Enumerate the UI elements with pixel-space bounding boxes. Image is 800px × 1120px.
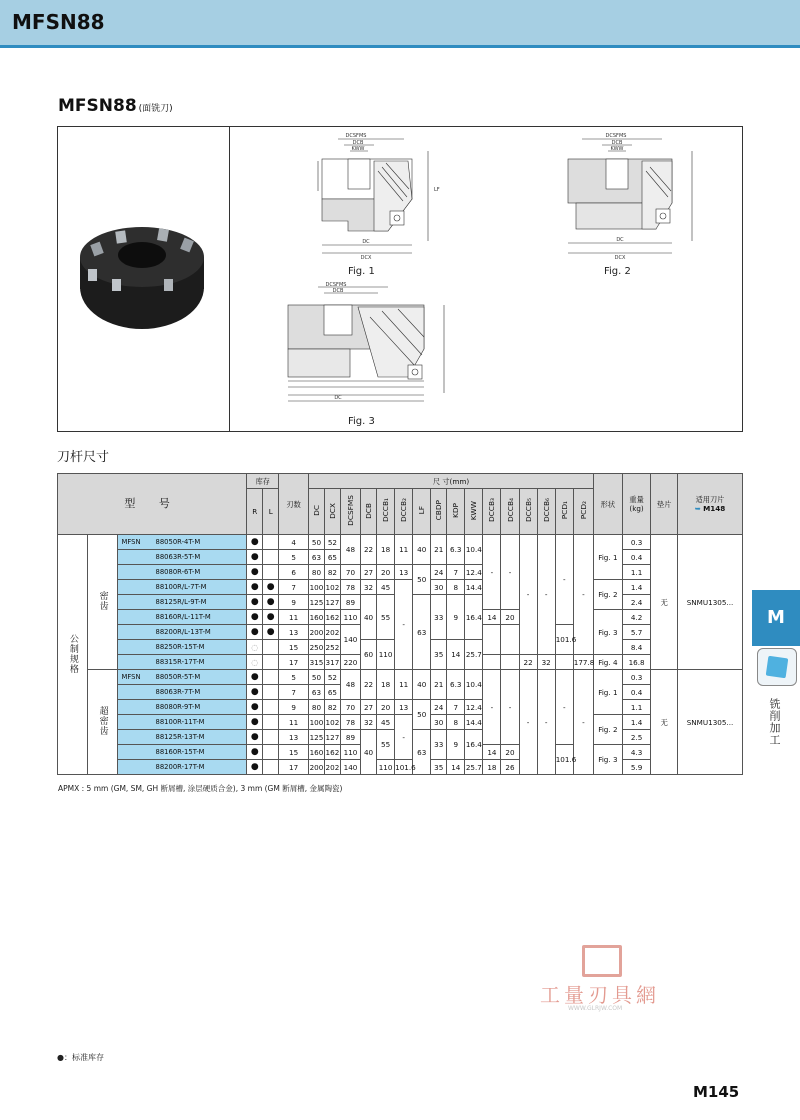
- fig1-drawing: [278, 131, 448, 263]
- section-subtitle: (面铣刀): [138, 104, 173, 114]
- th-model: 型 号: [58, 474, 247, 535]
- table-row: 88200R/L-13T-M ● ● 13 200 202 140 101.6 5.7: [58, 625, 743, 640]
- th-pcd2: PCD₂: [573, 489, 593, 535]
- th-pcd1: PCD₁: [555, 489, 573, 535]
- table-row: 公制规格 密齿 MFSN 88050R-4T-M ● 4 50 52 48 22 18 11 40 21 6.3 10.4 - - - - - - Fig. 1 0.3 无 SNMU1305...: [58, 535, 743, 550]
- th-insert: 适用刀片 ➥ M148: [678, 474, 743, 535]
- table-row: 88125R-13T-M ● 13 125 127 89 40 55 63 33 9 16.4 2.5: [58, 730, 743, 745]
- table-row: 88200R-17T-M ● 17 200 202 140 110 101.6 35 14 25.7 18 26 5.9: [58, 760, 743, 775]
- svg-text:DCSFMS: DCSFMS: [605, 133, 627, 139]
- table-row: 88315R-17T-M ◌ 17 315 317 220 22 32 177.8 Fig. 4 16.8: [58, 655, 743, 670]
- th-teeth: 刃数: [279, 474, 309, 535]
- figure-panel: [57, 126, 743, 432]
- th-dccb2: DCCB₂: [395, 489, 413, 535]
- table-row: 88160R-15T-M ● 15 160 162 110 14 20 101.6 Fig. 3 4.3: [58, 745, 743, 760]
- table-row: 88080R-9T-M ● 9 80 82 70 27 20 13 50 24 7 12.4 1.1: [58, 700, 743, 715]
- th-lf: LF: [413, 489, 431, 535]
- th-dccb6: DCCB₆: [537, 489, 555, 535]
- table-row: 88100R/L-7T-M ● ● 7 100 102 78 32 45 - 30 8 14.4 Fig. 2 1.4: [58, 580, 743, 595]
- spec-table: [57, 473, 743, 775]
- side-section-label: 铣削加工: [768, 698, 781, 746]
- th-shape: 形状: [594, 474, 623, 535]
- svg-text:DCSFMS: DCSFMS: [345, 133, 367, 139]
- svg-text:DCB: DCB: [611, 140, 623, 146]
- th-cbdp: CBDP: [431, 489, 447, 535]
- svg-text:LF: LF: [434, 187, 440, 193]
- th-dcb: DCB: [361, 489, 377, 535]
- th-dccb1: DCCB₁: [377, 489, 395, 535]
- th-dccb3: DCCB₃: [483, 489, 501, 535]
- group-label: 公制规格: [58, 535, 88, 775]
- svg-text:DCSFMS: DCSFMS: [325, 282, 347, 288]
- th-dccb5: DCCB₅: [519, 489, 537, 535]
- section-tab-m[interactable]: M: [752, 590, 800, 646]
- svg-text:KWW: KWW: [351, 146, 365, 152]
- page-header: [0, 0, 800, 48]
- table-row: 88063R-7T-M ● 7 63 65 0.4: [58, 685, 743, 700]
- table-row: 88125R/L-9T-M ● ● 9 125 127 89 40 55 63 33 9 16.4 2.4: [58, 595, 743, 610]
- watermark-text: 工量刃具網: [540, 983, 660, 1007]
- footnote: APMX : 5 mm (GM, SM, GH 断屑槽, 涂层硬质合金), 3 mm (GM 断屑槽, 金属陶瓷): [58, 784, 343, 793]
- fig2-label: Fig. 2: [604, 266, 631, 277]
- fig2-drawing: [532, 131, 702, 263]
- dense-label: 密齿: [87, 535, 117, 670]
- cutter-photo: [72, 217, 212, 337]
- svg-text:DCX: DCX: [614, 255, 626, 261]
- milling-icon: [757, 648, 797, 686]
- insert-ref-icon[interactable]: ➥: [694, 504, 701, 513]
- header-title: MFSN88: [12, 10, 105, 34]
- th-dcsfms: DCSFMS: [340, 489, 360, 535]
- stock-legend: ●：标准库存: [57, 1053, 104, 1062]
- th-dc: DC: [308, 489, 324, 535]
- svg-text:DCX: DCX: [360, 255, 372, 261]
- th-weight: 重量 (kg): [622, 474, 651, 535]
- th-kww: KWW: [465, 489, 483, 535]
- th-kdp: KDP: [447, 489, 465, 535]
- table-row: 88100R-11T-M ● 11 100 102 78 32 45 - 30 8 14.4 Fig. 2 1.4: [58, 715, 743, 730]
- svg-text:KWW: KWW: [610, 146, 624, 152]
- th-dcx: DCX: [324, 489, 340, 535]
- th-dims: 尺 寸(mm): [308, 474, 593, 489]
- table-heading: 刀杆尺寸: [57, 450, 110, 465]
- table-row: 超密齿 MFSN 88050R-5T-M ● 5 50 52 48 22 18 11 40 21 6.3 10.4 - - - - - - Fig. 1 0.3 无 SNMU1305...: [58, 670, 743, 685]
- th-l: L: [263, 489, 279, 535]
- watermark-url: WWW.GLRJW.COM: [568, 1005, 623, 1012]
- page-number: M145: [693, 1083, 740, 1101]
- table-row: 88080R-6T-M ● 6 80 82 70 27 20 13 50 24 7 12.4 1.1: [58, 565, 743, 580]
- th-dccb4: DCCB₄: [501, 489, 519, 535]
- fig1-label: Fig. 1: [348, 266, 375, 277]
- watermark: [540, 945, 670, 1015]
- svg-text:DCB: DCB: [352, 140, 364, 146]
- table-row: 88160R/L-11T-M ● ● 11 160 162 110 14 20 Fig. 3 4.2: [58, 610, 743, 625]
- svg-text:DC: DC: [616, 237, 624, 243]
- svg-text:DC: DC: [362, 239, 370, 245]
- th-stock: 库存: [247, 474, 279, 489]
- fig3-label: Fig. 3: [348, 416, 375, 427]
- model-cell: MFSN 88050R-4T-M: [117, 535, 247, 550]
- fig3-drawing: [258, 281, 468, 413]
- extra-dense-label: 超密齿: [87, 670, 117, 775]
- table-row: 88063R-5T-M ● 5 63 65 0.4: [58, 550, 743, 565]
- watermark-logo-icon: [582, 945, 622, 977]
- table-row: 88250R-15T-M ◌ 15 250 252 60 110 35 14 25.7 8.4: [58, 640, 743, 655]
- section-title: [58, 96, 173, 116]
- section-title-text: MFSN88: [58, 96, 137, 116]
- th-pad: 垫片: [651, 474, 678, 535]
- figure-divider: [229, 127, 230, 431]
- svg-text:DCB: DCB: [332, 288, 344, 294]
- svg-text:DC: DC: [334, 395, 342, 401]
- th-r: R: [247, 489, 263, 535]
